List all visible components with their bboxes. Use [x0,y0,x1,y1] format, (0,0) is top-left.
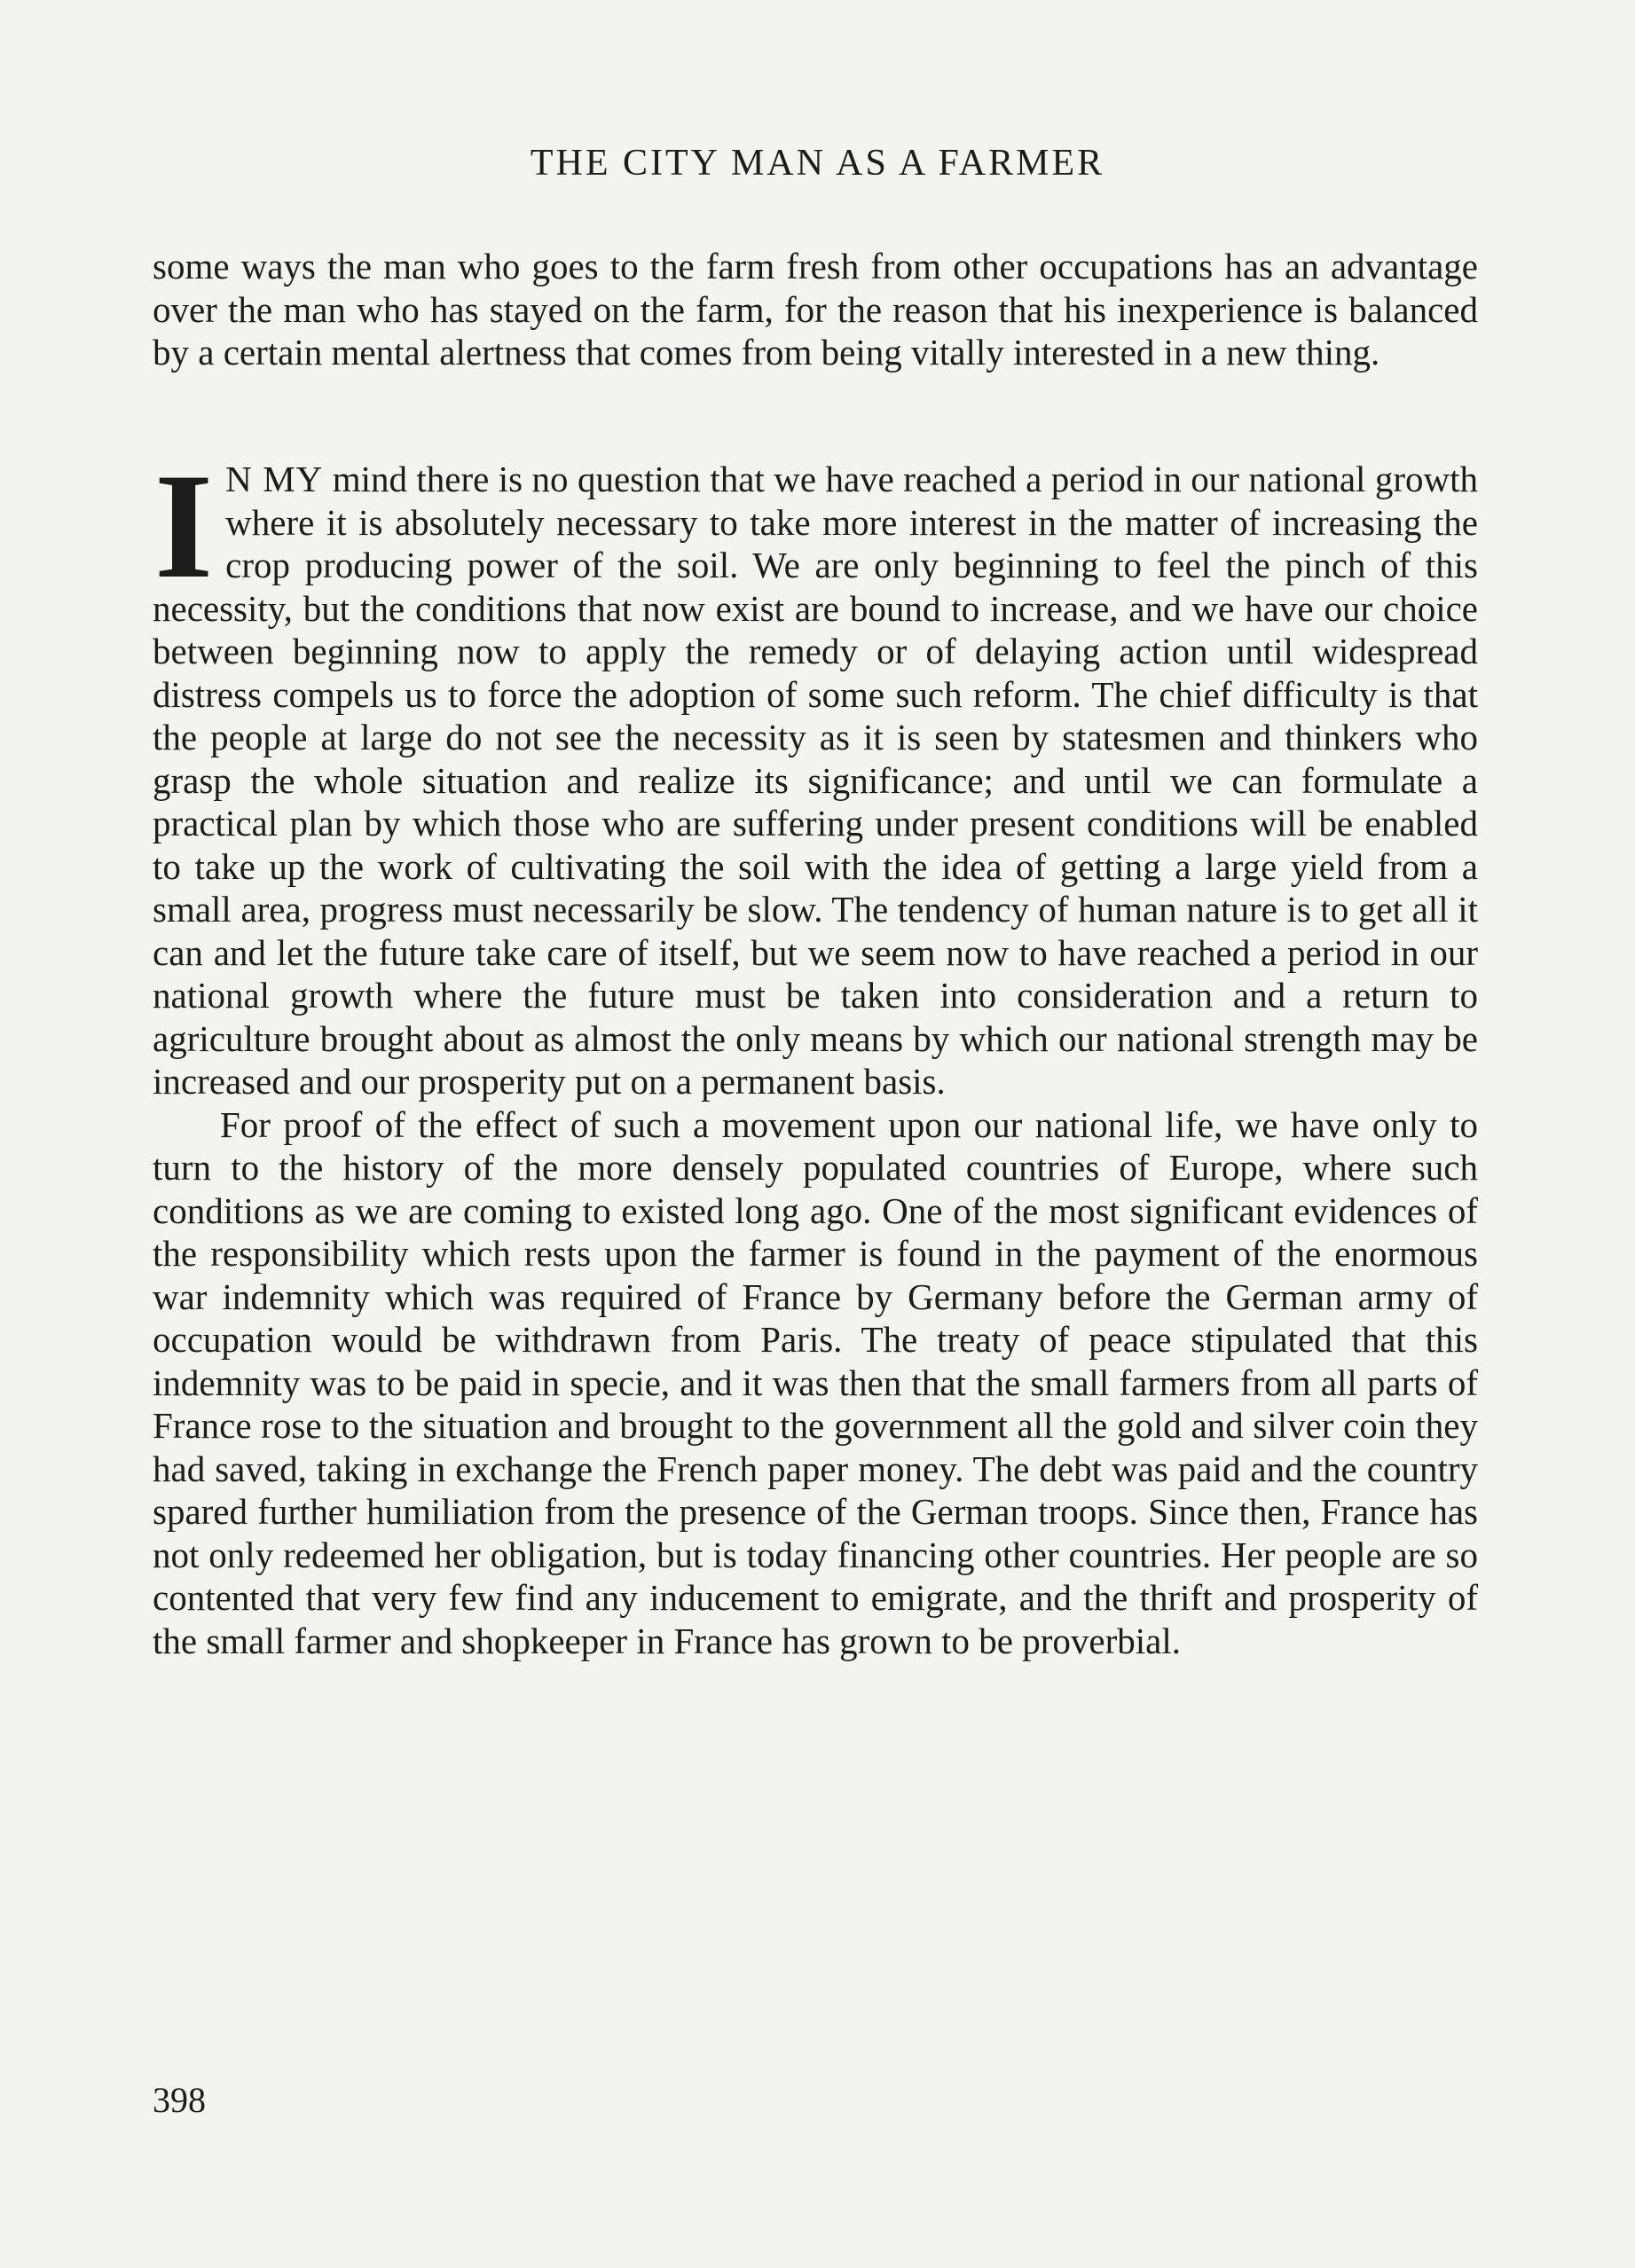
continuation-paragraph: some ways the man who goes to the farm fresh from other occupations has an advantage over the man who has stayed on the farm, for the reason that his inexperience is balanced by a certain mental alertness that comes from being vitally interested in a new thing. [153,246,1478,373]
drop-cap-initial: I [154,443,214,609]
opening-paragraph [153,443,1478,1103]
opening-paragraph-text: mind there is no question that we have reached a period in our national growth where it is absolutely necessary to take more interest in the matter of increasing the crop producing power of the soil. We are only beginning to feel the pinch of this necessity, but the conditions that now exist are bound to increase, and we have our choice between beginning now to apply the remedy or of delaying action until widespread distress compels us to force the adoption of some such reform. The chief difficulty is that the people at large do not see the necessity as it is seen by statesmen and thinkers who grasp the whole situation and realize its significance; and until we can formulate a practical plan by which those who are suffering under present conditions will be enabled to take up the work of cultivating the soil with the idea of getting a large yield from a small area, progress must necessarily be slow. The tendency of human nature is to get all it can and let the future take care of itself, but we seem now to have reached a period in our national growth where the future must be taken into consideration and a return to agriculture brought about as almost the only means by which our national strength may be increased and our prosperity put on a permanent basis. [153,459,1478,1102]
second-paragraph: For proof of the effect of such a movement upon our national life, we have only to turn to the history of the more densely populated countries of Europe, where such conditions as we are coming to existed long ago. One of the most significant evidences of the responsibility which rests upon the farmer is found in the payment of the enormous war indemnity which was required of France by Germany before the German army of occupation would be withdrawn from Paris. The treaty of peace stipulated that this indemnity was to be paid in specie, and it was then that the small farmers from all parts of France rose to the situation and brought to the government all the gold and silver coin they had saved, taking in exchange the French paper money. The debt was paid and the country spared further humiliation from the presence of the German troops. Since then, France has not only redeemed her obligation, but is today financing other countries. Her people are so contented that very few find any inducement to emigrate, and the thrift and prosperity of the small farmer and shopkeeper in France has grown to be proverbial. [153,1103,1478,1661]
opening-caps: N MY [225,459,324,499]
running-head: THE CITY MAN AS A FARMER [530,143,1105,184]
section-block [153,443,1478,1662]
page-number: 398 [153,2080,206,2120]
continuation-block [153,245,1478,374]
